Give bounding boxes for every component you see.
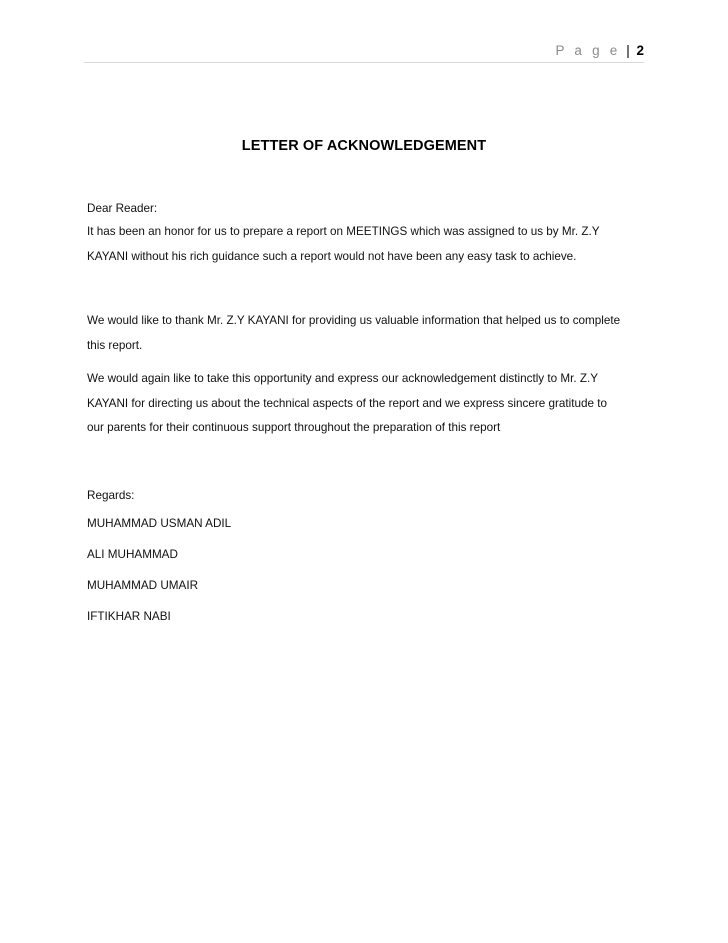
signatory-name: ALI MUHAMMAD — [87, 548, 178, 561]
paragraph-1 — [87, 220, 647, 269]
paragraph-3-line-3: our parents for their continuous support throughout the preparation of this report — [87, 421, 501, 434]
letter-title: LETTER OF ACKNOWLEDGEMENT — [241, 138, 487, 154]
paragraph-1-line-2: KAYANI without his rich guidance such a report would not have been any easy task to achieve. — [87, 249, 577, 263]
signatory-name: MUHAMMAD UMAIR — [87, 579, 199, 592]
page-number-label — [556, 42, 645, 60]
page-word: P a g e — [555, 43, 621, 58]
paragraph-3-line-2: KAYANI for directing us about the technical aspects of the report and we express sincere gratitude to — [87, 396, 607, 410]
salutation: Dear Reader: — [87, 202, 158, 215]
page-separator: | — [626, 43, 630, 58]
paragraph-3 — [87, 367, 647, 441]
signatory-list — [87, 516, 231, 640]
header-divider — [84, 62, 644, 63]
page-number: 2 — [636, 43, 644, 58]
paragraph-3-line-1: We would again like to take this opportunity and express our acknowledgement distinctly to Mr. Z.Y — [87, 372, 599, 385]
closing: Regards: — [87, 489, 135, 502]
signatory-name: IFTIKHAR NABI — [87, 610, 171, 623]
signatory-name: MUHAMMAD USMAN ADIL — [87, 517, 232, 530]
paragraph-2-line-2: this report. — [87, 338, 143, 352]
page-header — [84, 42, 644, 62]
paragraph-2-line-1: We would like to thank Mr. Z.Y KAYANI for providing us valuable information that helped us to complete — [87, 314, 621, 327]
paragraph-2 — [87, 309, 647, 358]
paragraph-1-line-1: It has been an honor for us to prepare a report on MEETINGS which was assigned to us by Mr. Z.Y — [87, 225, 600, 238]
